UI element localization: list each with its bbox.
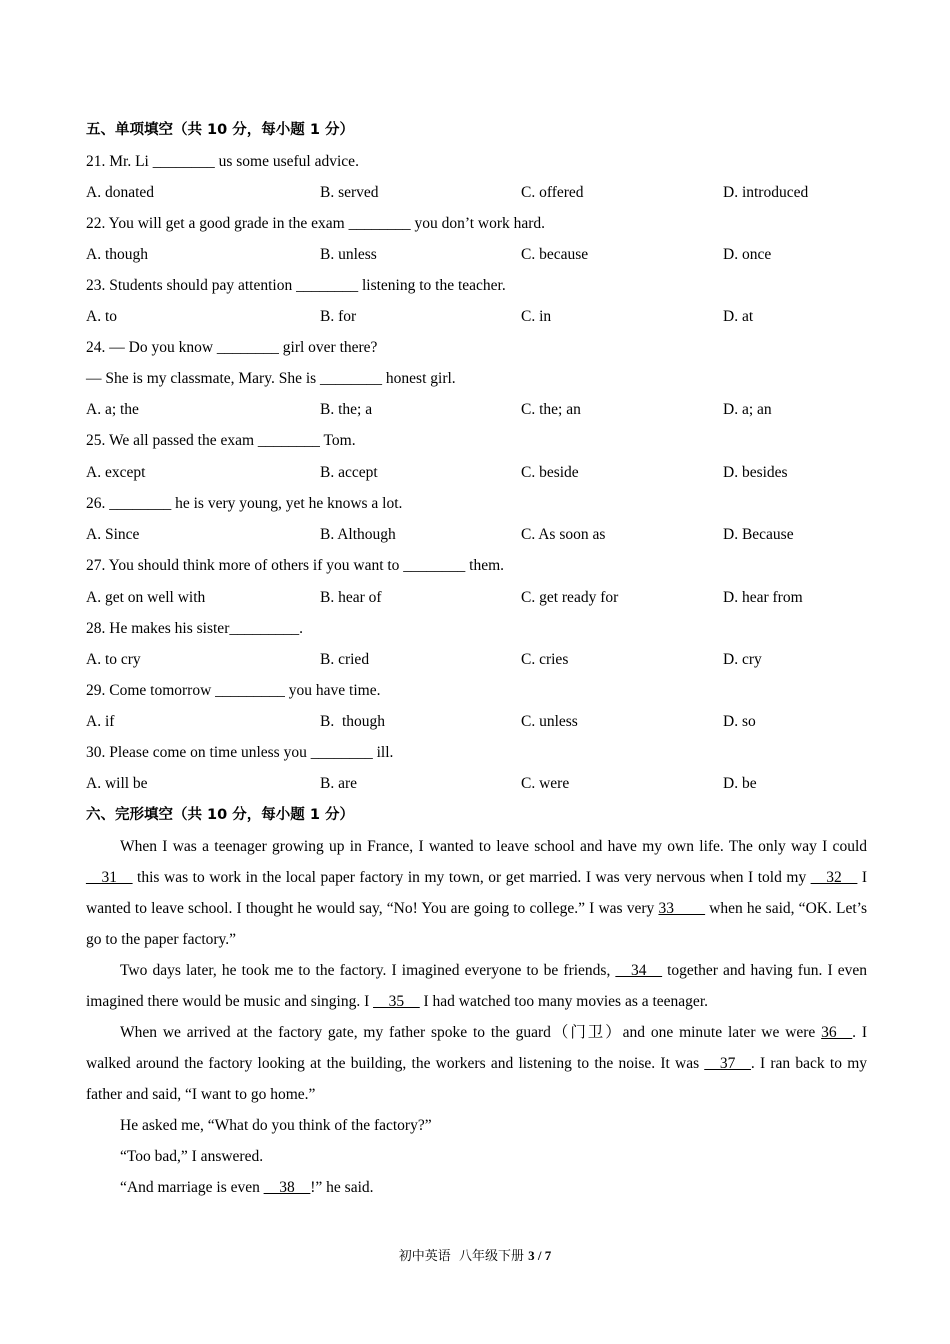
blank-34: __34__ <box>615 962 662 979</box>
q30-stem: 30. Please come on time unless you ________ ill. <box>86 744 394 761</box>
blank-36: 36__ <box>821 1024 853 1041</box>
q25-option-c: C. beside <box>521 464 579 481</box>
cloze-paragraph-4: He asked me, “What do you think of the factory?” <box>120 1117 432 1134</box>
footer-text: 初中英语 八年级下册 <box>398 1249 529 1264</box>
q24-option-d: D. a; an <box>723 401 772 418</box>
q22-option-c: C. because <box>521 246 589 263</box>
q27-option-a: A. get on well with <box>86 589 206 606</box>
cloze-paragraph-6: “And marriage is even __38__!” he said. <box>120 1179 374 1196</box>
q26-option-d: D. Because <box>723 526 794 543</box>
q24-stem-2: — She is my classmate, Mary. She is ________ honest girl. <box>86 370 456 387</box>
q30-option-d: D. be <box>723 775 757 792</box>
blank-37: __37__ <box>704 1055 751 1072</box>
q29-option-a: A. if <box>86 713 115 730</box>
blank-35: __35__ <box>373 993 420 1010</box>
q25-stem: 25. We all passed the exam ________ Tom. <box>86 432 356 449</box>
q23-option-d: D. at <box>723 308 754 325</box>
q21-option-d: D. introduced <box>723 184 809 201</box>
q24-option-a: A. a; the <box>86 401 139 418</box>
cloze-paragraph-1: When I was a teenager growing up in France, I wanted to leave school and have my own life. The only way I could __31__ this was to work in the local paper factory in my town, or get married. I was very nervous when I told my __32__ I wanted to leave school. I thought he would say, “No! You are going to college.” I was very 33____ when he said, “OK. Let’s go to the paper factory.” <box>86 838 867 948</box>
q30-option-a: A. will be <box>86 775 148 792</box>
q27-option-c: C. get ready for <box>521 589 619 606</box>
q21-option-a: A. donated <box>86 184 155 201</box>
q25-option-b: B. accept <box>320 464 378 481</box>
q28-stem: 28. He makes his sister_________. <box>86 620 303 637</box>
q26-stem: 26. ________ he is very young, yet he knows a lot. <box>86 495 403 512</box>
q26-option-b: B. Although <box>320 526 396 543</box>
blank-31: __31__ <box>86 869 133 886</box>
q26-option-a: A. Since <box>86 526 140 543</box>
cloze-paragraph-2: Two days later, he took me to the factory. I imagined everyone to be friends, __34__ together and having fun. I even imagined there would be music and singing. I __35__ I had watched too many movies as a teenager. <box>86 962 867 1010</box>
q30-option-c: C. were <box>521 775 570 792</box>
q24-option-c: C. the; an <box>521 401 581 418</box>
section-5-title: 五、单项填空（共 10 分，每小题 1 分） <box>86 122 354 138</box>
q21-stem: 21. Mr. Li ________ us some useful advice. <box>86 153 359 170</box>
q27-stem: 27. You should think more of others if you want to ________ them. <box>86 557 505 574</box>
q28-option-d: D. cry <box>723 651 762 668</box>
q28-option-b: B. cried <box>320 651 370 668</box>
q23-option-b: B. for <box>320 308 357 325</box>
q24-stem: 24. — Do you know ________ girl over there? <box>86 339 378 356</box>
q21-option-c: C. offered <box>521 184 584 201</box>
cloze-paragraph-3: When we arrived at the factory gate, my father spoke to the guard（门卫）and one minute later we were 36__. I walked around the factory looking at the building, the workers and listening to the noise. It was __37__. I ran back to my father and said, “I want to go home.” <box>86 1024 867 1103</box>
q25-option-d: D. besides <box>723 464 788 481</box>
section-6-title: 六、完形填空（共 10 分，每小题 1 分） <box>86 807 354 823</box>
q27-option-b: B. hear of <box>320 589 382 606</box>
q29-option-b: B. though <box>320 713 386 730</box>
q27-option-d: D. hear from <box>723 589 803 606</box>
q28-option-c: C. cries <box>521 651 569 668</box>
q22-option-a: A. though <box>86 246 148 263</box>
blank-38: __38__ <box>263 1179 311 1196</box>
q22-option-b: B. unless <box>320 246 377 263</box>
q29-option-c: C. unless <box>521 713 578 730</box>
q30-option-b: B. are <box>320 775 358 792</box>
q22-stem: 22. You will get a good grade in the exam ________ you don’t work hard. <box>86 215 546 232</box>
q29-stem: 29. Come tomorrow _________ you have time. <box>86 682 381 699</box>
page-footer <box>0 1245 950 1264</box>
cloze-paragraph-5: “Too bad,” I answered. <box>120 1148 264 1165</box>
blank-32: __32__ <box>810 869 858 886</box>
q23-option-a: A. to <box>86 308 117 325</box>
q22-option-d: D. once <box>723 246 772 263</box>
q25-option-a: A. except <box>86 464 146 481</box>
q23-option-c: C. in <box>521 308 552 325</box>
q28-option-a: A. to cry <box>86 651 141 668</box>
q23-stem: 23. Students should pay attention ________ listening to the teacher. <box>86 277 506 294</box>
q29-option-d: D. so <box>723 713 756 730</box>
page-number: 3 / 7 <box>528 1248 552 1263</box>
q24-option-b: B. the; a <box>320 401 373 418</box>
q26-option-c: C. As soon as <box>521 526 606 543</box>
blank-33: 33____ <box>658 900 705 917</box>
q21-option-b: B. served <box>320 184 379 201</box>
